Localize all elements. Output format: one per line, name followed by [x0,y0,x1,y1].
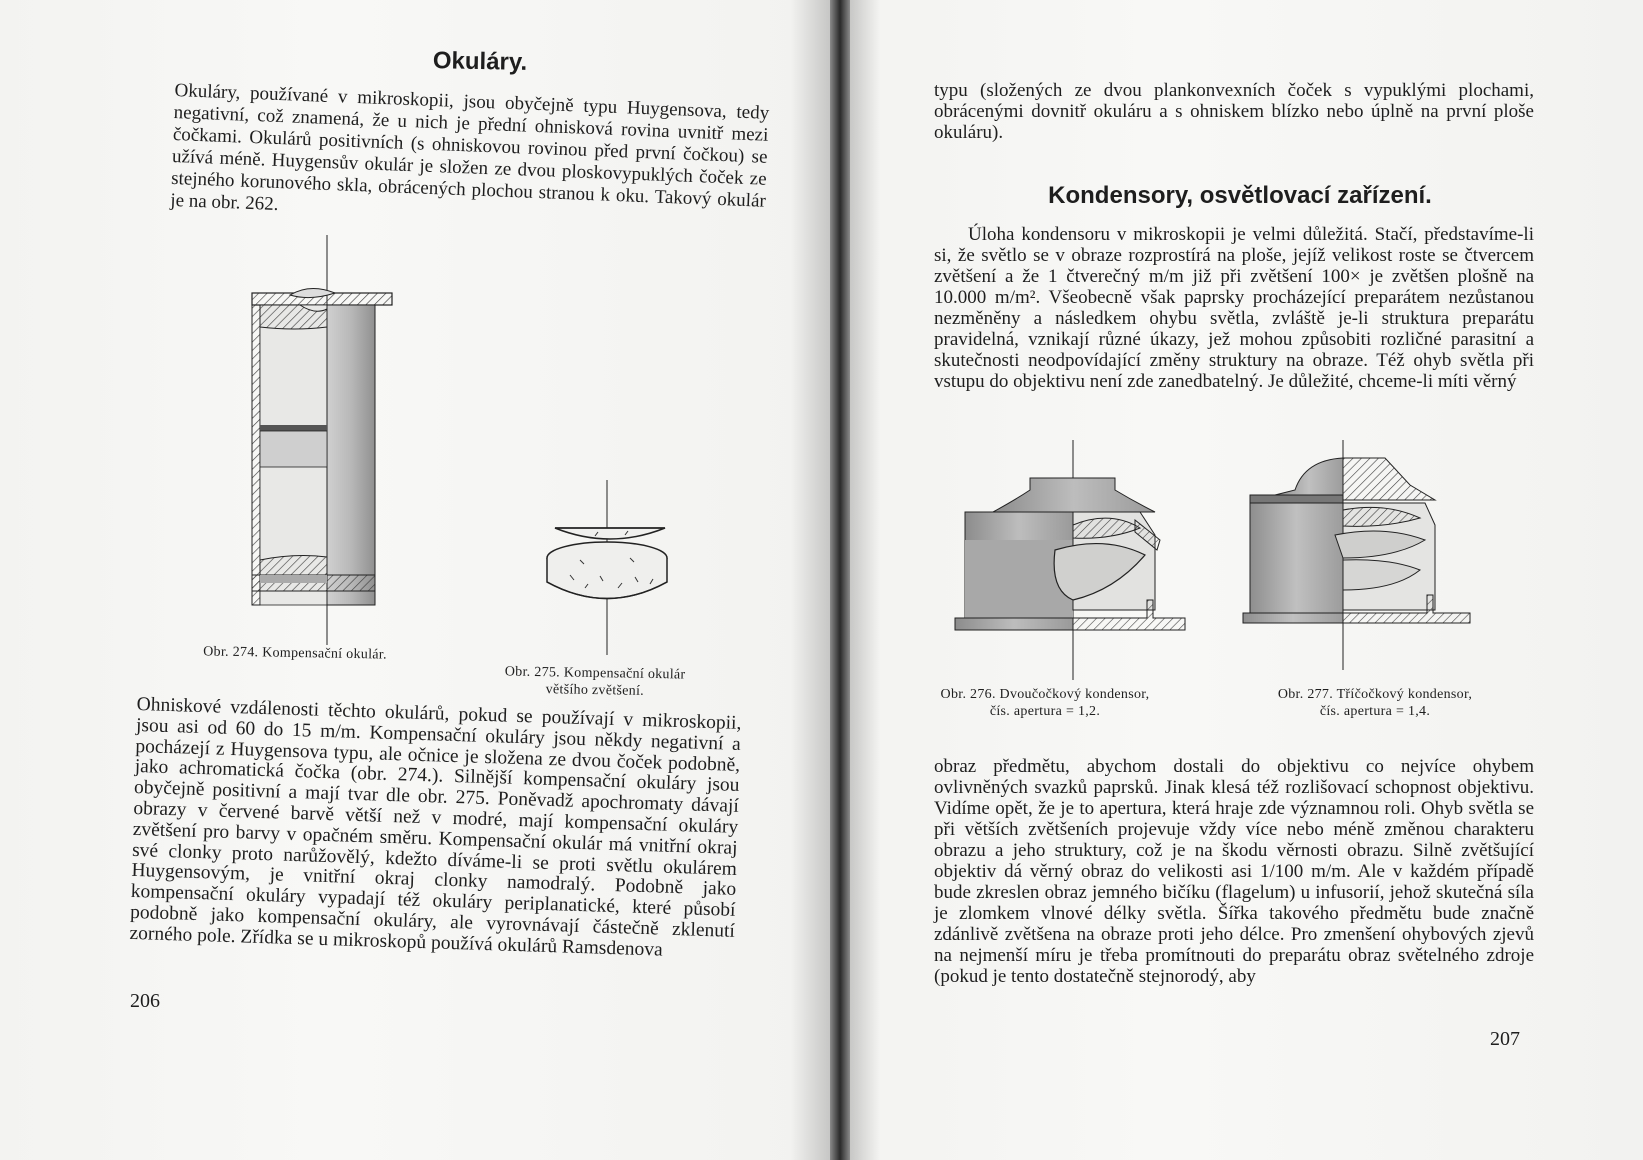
right-paragraph-1: typu (složených ze dvou plankonvexních čoček s vypuklými plochami, obrácenými dovnitř okuláru a s ohniskem blízko nebo úplně na první ploše okuláru). [934,80,1534,143]
caption-276-line1: Obr. 276. Dvoučočkový kondensor, [940,687,1150,702]
figure-275-lens-pair [540,480,680,660]
right-heading: Kondensory, osvětlovací zařízení. [1048,182,1432,209]
left-page-number: 206 [130,990,160,1012]
left-heading: Okuláry. [432,47,528,76]
right-paragraph-2: Úloha kondensoru v mikroskopii je velmi důležitá. Stačí, představíme-li si, že světlo se v obraze rozprostírá na ploše, jejíž velikost roste se čtvercem zvětšení a že 1 čtverečný m/m již při zvětšení 100× je zvětšen plošně na 10.000 m/m². Všeobecně však paprsky procházející preparátem nezůstanou nezměněny a následkem ohybu světla, zvláště je-li struktura preparátu pravidelná, vznikají různé úkazy, jež mohou způsobiti rozličné parasitní a skutečnosti neodpovídající změny struktury na obraze. Též ohyb světla při vstupu do objektivu není zde zanedbatelný. Je důležité, chceme-li míti věrný [934,224,1534,392]
caption-275-line1: Obr. 275. Kompensační okulár [504,664,686,683]
caption-276 [910,686,1180,720]
caption-277-line2: čís. apertura = 1,4. [1319,704,1431,719]
right-paragraph-3: obraz předmětu, abychom dostali do objektivu co nejvíce ohybem ovlivněných svazků paprsků. Jinak klesá též rozlišovací schopnost objektivu. Vidíme opět, že je to apertura, která hraje zde významnou roli. Ohyb světla se při větších zvětšeních projevuje vždy více nebo méně změnou charakteru obrazu a jeho struktury, což je na škodu věrnosti obrazu. Silně zvětšující objektiv dá věrný obraz do velikosti asi 1/100 m/m. Ale v každém případě bude zkreslen obraz jemného bičíku (flagelum) u infusorií, jehož skutečná síla je zlomkem vlnové délky světla. Šířka takového předmětu bude značně zdánlivě zvětšena na obraze proti jeho délce. Pro zmenšení ohybových zjevů na nejmenší míru je třeba promítnouti do preparátu obraz světelného zdroje (pokud je tento dostatečně stejnorodý, aby [934,756,1534,987]
figure-277-condenser [1235,440,1495,680]
left-paragraph-1: Okuláry, používané v mikroskopii, jsou obyčejně typu Huygensova, tedy negativní, což znamená, že u nich je přední ohnisková rovina uvnitř mezi čočkami. Okulárů positivních (s ohniskovou rovinou před první čočkou) se užívá méně. Huygensův okulár je složen ze dvou ploskovypuklých čoček ze stejného korunového skla, obrácených plochou stranou k oku. Takový okulár je na obr. 262. [169,80,770,216]
figure-274-eyepiece [240,235,400,645]
caption-274: Obr. 274. Kompensační okulár. [203,644,387,663]
caption-276-line2: čís. apertura = 1,2. [989,704,1101,719]
figure-276-condenser [935,440,1205,680]
left-paragraph-2: Ohniskové vzdálenosti těchto okulárů, pokud se používají v mikroskopii, jsou asi od 60 do 15 m/m. Kompensační okuláry jsou někdy negativní a pocházejí z Huygensova typu, ale očnice je složena ze dvou čoček podobně, jako achromatická čočka (obr. 274.). Silnější kompensační okuláry jsou obyčejně positivní a mají tvar dle obr. 275. Poněvadž apochromaty dávají obrazy v červené barvě větší než v modré, mají kompensační okuláry zvětšení pro barvy v opačném směru. Kompensační okulár má vnitřní okraj své clonky proto narůžovělý, kdežto díváme-li se proti světlu okulárem Huygensovým, je vnitřní okraj clonky namodralý. Podobně jako kompensační okuláry vypadají též okuláry periplanatické, které působí podobně jako kompensační okuláry, ale vyrovnávají částečně zklenutí zorného pole. Zřídka se u mikroskopů používá okulárů Ramsdenova [129,694,742,961]
caption-275-line2: většího zvětšení. [545,682,645,699]
book-gutter [830,0,850,1160]
right-page-number: 207 [1490,1028,1520,1050]
caption-277-line1: Obr. 277. Tříčočkový kondensor, [1277,687,1473,702]
right-page [850,0,1643,1160]
caption-277 [1245,686,1505,720]
caption-275 [470,663,721,701]
